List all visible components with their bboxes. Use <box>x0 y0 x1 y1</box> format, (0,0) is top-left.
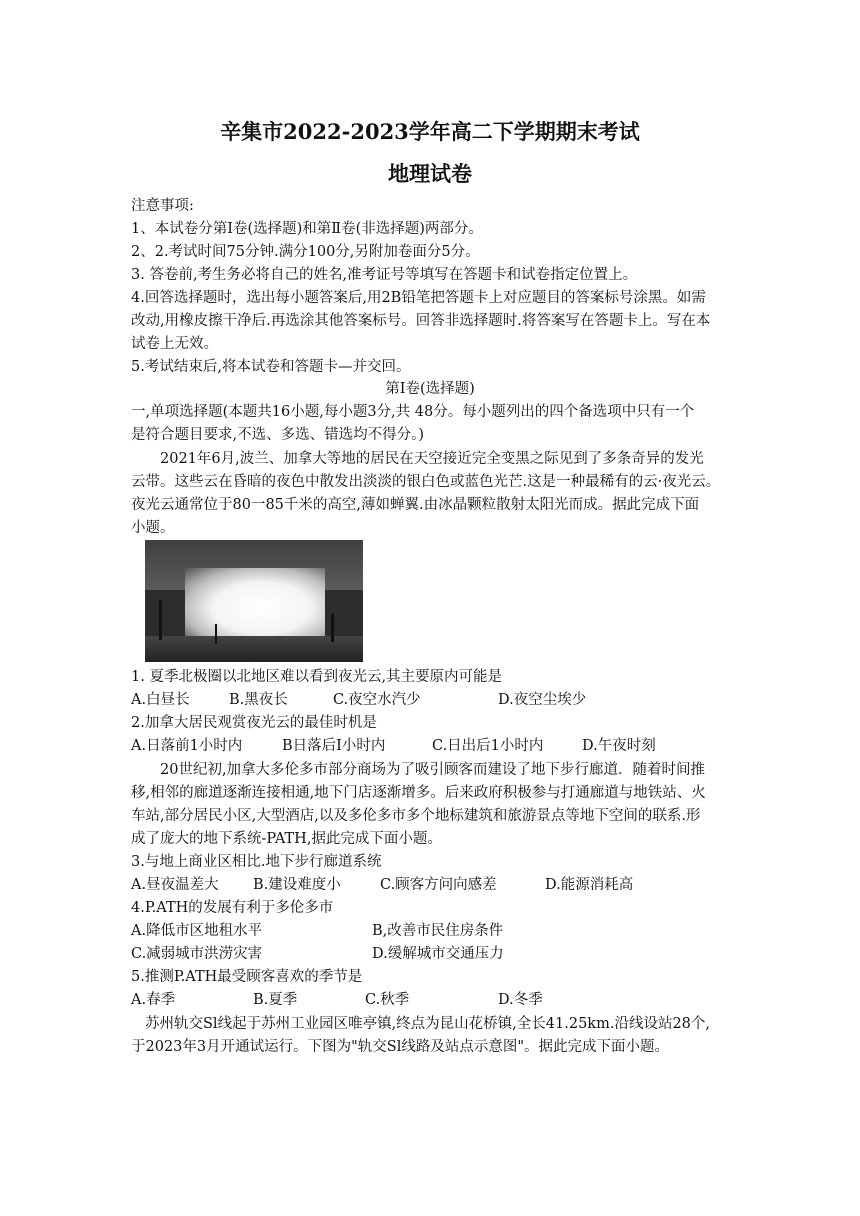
passage1-line-1: 2021年6月,波兰、加拿大等地的居民在天空接近完全变黑之际见到了多条奇异的发光 <box>160 451 704 467</box>
question-3-option-b: B.建设难度小 <box>253 877 341 893</box>
passage3-line-2: 于2023年3月开通试运行。下图为"轨交Sl线路及站点示意图"。据此完成下面小题。 <box>131 1039 670 1055</box>
notes-heading: 注意事项: <box>131 198 194 214</box>
question-3-option-a: A.昼夜温差大 <box>131 877 219 893</box>
question-4-stem: 4.P.ATH的发展有利于多伦多市 <box>131 900 334 916</box>
passage1-line-4: 小题。 <box>131 520 175 536</box>
section-intro-line-1: 一,单项选择题(本题共16小题,每小题3分,共 48分。每小题列出的四个备选项中只有一个 <box>131 404 695 420</box>
question-5-option-d: D.冬季 <box>498 992 543 1008</box>
question-4-option-b: B,改善市民住房条件 <box>372 923 504 939</box>
notes-item-3: 3. 答卷前,考生务必将自己的姓名,准考证号等填写在答题卡和试卷指定位置上。 <box>131 267 638 283</box>
question-4-option-a: A.降低市区地租水平 <box>131 923 263 939</box>
question-2-option-c: C.日出后1小时内 <box>432 738 544 754</box>
question-2-stem: 2.加拿大居民观赏夜光云的最佳时机是 <box>131 715 377 731</box>
question-3-stem: 3.与地上商业区相比.地下步行廊道系统 <box>131 854 382 870</box>
passage2-line-1: 20世纪初,加拿大多伦多市部分商场为了吸引顾客而建设了地下步行廊道．随着时间推 <box>160 762 706 778</box>
question-1-option-b: B.黑夜长 <box>229 692 288 708</box>
question-2-option-a: A.日落前1小时内 <box>131 738 243 754</box>
noctilucent-cloud-photo <box>145 540 363 662</box>
notes-item-4-line-1: 4.回答选择题时，选出每小题答案后,用2B铅笔把答题卡上对应题目的答案标号涂黑。如需 <box>131 290 706 306</box>
section-heading: 第Ⅰ卷(选择题) <box>385 381 475 397</box>
question-3-option-c: C.顾客方问向感差 <box>380 877 497 893</box>
passage2-line-2: 移,相邻的廊道逐渐连接相通,地下门店逐渐增多。后来政府积极参与打通廊道与地铁站、火 <box>131 785 706 801</box>
question-1-stem: 1. 夏季北极圈以北地区难以看到夜光云,其主要原内可能是 <box>131 669 503 685</box>
notes-item-4-line-2: 改动,用橡皮擦干净后.再选涂其他答案标号。回答非选择题时.将答案写在答题卡上。写在本 <box>131 313 711 329</box>
page-subtitle: 地理试卷 <box>388 161 472 186</box>
question-1-option-d: D.夜空尘埃少 <box>498 692 587 708</box>
question-5-option-a: A.春季 <box>131 992 176 1008</box>
notes-item-5: 5.考试结束后,将本试卷和答题卡—并交回。 <box>131 359 411 375</box>
passage2-line-4: 成了庞大的地下系统-PATH,据此完成下面小题。 <box>131 831 442 847</box>
question-2-option-b: B日落后Ⅰ小时内 <box>282 738 386 754</box>
question-2-option-d: D.午夜时刻 <box>582 738 656 754</box>
notes-item-4-line-3: 试卷上无效。 <box>131 336 218 352</box>
passage3-line-1: 苏州轨交Sl线起于苏州工业园区唯亭镇,终点为昆山花桥镇,全长41.25km.沿线设站28个, <box>145 1016 711 1032</box>
question-4-option-c: C.减弱城市洪涝灾害 <box>131 946 263 962</box>
passage1-line-3: 夜光云通常位于80一85千米的高空,薄如蝉翼.由冰晶颗粒散射太阳光而成。据此完成下面 <box>131 497 700 513</box>
passage1-line-2: 云带。这些云在昏暗的夜色中散发出淡淡的银白色或蓝色光芒.这是一种最稀有的云·夜光云。 <box>131 474 721 490</box>
section-intro-line-2: 是符合题目要求,不选、多选、错选均不得分。) <box>131 427 425 443</box>
question-1-option-a: A.白昼长 <box>131 692 190 708</box>
notes-item-2: 2、2.考试时间75分钟.满分100分,另附加卷面分5分。 <box>131 244 480 260</box>
question-5-stem: 5.推测P.ATH最受顾客喜欢的季节是 <box>131 969 363 985</box>
question-1-option-c: C.夜空水汽少 <box>333 692 421 708</box>
question-4-option-d: D.缓解城市交通压力 <box>372 946 504 962</box>
passage2-line-3: 车站,部分居民小区,大型酒店,以及多伦多市多个地标建筑和旅游景点等地下空间的联系.形 <box>131 808 701 824</box>
page-title: 辛集市2022-2023学年高二下学期期末考试 <box>220 119 640 144</box>
question-5-option-c: C.秋季 <box>365 992 410 1008</box>
question-5-option-b: B.夏季 <box>253 992 298 1008</box>
notes-item-1: 1、本试卷分第Ⅰ卷(选择题)和第Ⅱ卷(非选择题)两部分。 <box>131 221 483 237</box>
question-3-option-d: D.能源消耗高 <box>545 877 634 893</box>
